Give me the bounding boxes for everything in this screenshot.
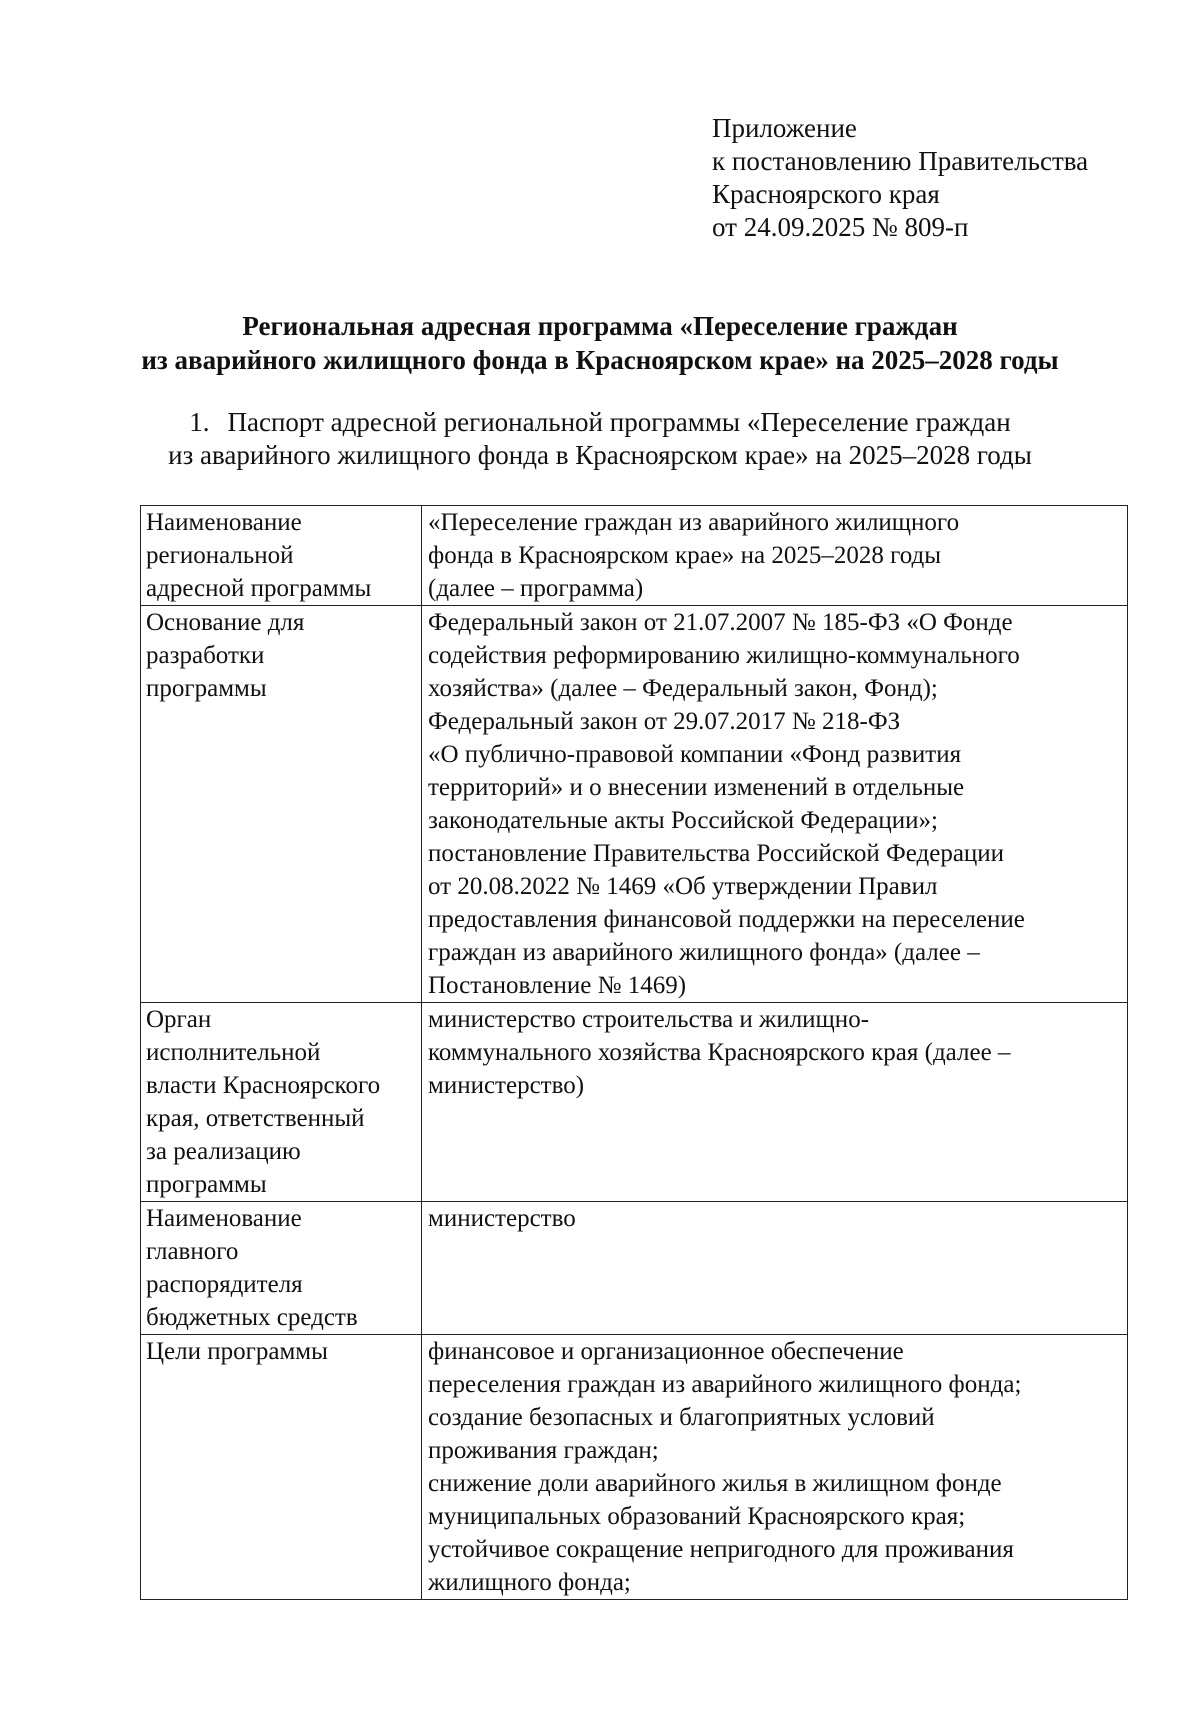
cell-line: адресной программы	[146, 575, 372, 602]
cell-line: граждан из аварийного жилищного фонда» (далее –	[428, 939, 980, 966]
cell-line: власти Красноярского	[146, 1072, 381, 1099]
table-row	[141, 506, 1128, 606]
cell-line: министерство)	[428, 1072, 585, 1099]
cell-line: хозяйства» (далее – Федеральный закон, Фонд);	[428, 675, 938, 702]
cell-line: законодательные акты Российской Федерации»;	[428, 807, 938, 834]
cell-line: министерство	[428, 1205, 576, 1232]
table-row	[141, 1202, 1128, 1335]
cell-line: содействия реформированию жилищно-коммунального	[428, 642, 1020, 669]
appendix-line: Приложение	[712, 113, 857, 143]
section-heading-line	[0, 406, 1200, 439]
cell-line: Федеральный закон от 21.07.2007 № 185-ФЗ «О Фонде	[428, 609, 1013, 636]
row-label-cell	[141, 1003, 422, 1202]
title-line: из аварийного жилищного фонда в Красноярском крае» на 2025–2028 годы	[141, 345, 1059, 375]
cell-line: переселения граждан из аварийного жилищного фонда;	[428, 1371, 1022, 1398]
cell-line: региональной	[146, 542, 294, 569]
section-number: 1.	[189, 407, 210, 437]
cell-line: бюджетных средств	[146, 1304, 358, 1331]
cell-line: фонда в Красноярском крае» на 2025–2028 годы	[428, 542, 942, 569]
cell-line: Цели программы	[146, 1338, 328, 1365]
cell-line: программы	[146, 675, 267, 702]
cell-line: «О публично-правовой компании «Фонд развития	[428, 741, 962, 768]
section-heading-text: Паспорт адресной региональной программы «Переселение граждан	[227, 407, 1011, 437]
cell-line: Основание для	[146, 609, 305, 636]
cell-line: «Переселение граждан из аварийного жилищного	[428, 509, 960, 536]
cell-line: муниципальных образований Красноярского края;	[428, 1503, 966, 1530]
cell-line: устойчивое сокращение непригодного для проживания	[428, 1536, 1014, 1563]
section-heading	[0, 406, 1200, 472]
cell-line: программы	[146, 1171, 267, 1198]
appendix-line: к постановлению Правительства	[712, 146, 1089, 176]
cell-line: (далее – программа)	[428, 575, 644, 602]
row-value-cell	[422, 1003, 1128, 1202]
appendix-line: от 24.09.2025 № 809-п	[712, 212, 969, 242]
cell-line: коммунального хозяйства Красноярского края (далее –	[428, 1039, 1011, 1066]
table-row	[141, 1335, 1128, 1600]
cell-line: края, ответственный	[146, 1105, 365, 1132]
cell-line: финансовое и организационное обеспечение	[428, 1338, 904, 1365]
cell-line: постановление Правительства Российской Федерации	[428, 840, 1005, 867]
cell-line: Федеральный закон от 29.07.2017 № 218-ФЗ	[428, 708, 901, 735]
row-label-cell	[141, 506, 422, 606]
section-heading-line: из аварийного жилищного фонда в Красноярском крае» на 2025–2028 годы	[168, 440, 1032, 470]
row-label-cell	[141, 1202, 422, 1335]
cell-line: исполнительной	[146, 1039, 321, 1066]
cell-line: снижение доли аварийного жилья в жилищном фонде	[428, 1470, 1002, 1497]
title-line: Региональная адресная программа «Переселение граждан	[242, 311, 958, 341]
cell-line: Орган	[146, 1006, 212, 1033]
cell-line: проживания граждан;	[428, 1437, 659, 1464]
cell-line: предоставления финансовой поддержки на переселение	[428, 906, 1025, 933]
cell-line: создание безопасных и благоприятных условий	[428, 1404, 935, 1431]
cell-line: Наименование	[146, 1205, 302, 1232]
appendix-line: Красноярского края	[712, 179, 940, 209]
cell-line: министерство строительства и жилищно-	[428, 1006, 870, 1033]
row-label-cell	[141, 1335, 422, 1600]
row-label-cell	[141, 606, 422, 1003]
cell-line: территорий» и о внесении изменений в отдельные	[428, 774, 965, 801]
passport-table	[140, 505, 1128, 1600]
row-value-cell	[422, 606, 1128, 1003]
document-title	[0, 309, 1200, 377]
row-value-cell	[422, 1202, 1128, 1335]
cell-line: распорядителя	[146, 1271, 303, 1298]
cell-line: разработки	[146, 642, 265, 669]
table-row	[141, 606, 1128, 1003]
table-row	[141, 1003, 1128, 1202]
cell-line: от 20.08.2022 № 1469 «Об утверждении Правил	[428, 873, 938, 900]
row-value-cell	[422, 506, 1128, 606]
row-value-cell	[422, 1335, 1128, 1600]
appendix-block	[712, 112, 1088, 244]
cell-line: жилищного фонда;	[428, 1569, 631, 1596]
cell-line: Постановление № 1469)	[428, 972, 687, 999]
cell-line: Наименование	[146, 509, 302, 536]
cell-line: главного	[146, 1238, 239, 1265]
cell-line: за реализацию	[146, 1138, 301, 1165]
